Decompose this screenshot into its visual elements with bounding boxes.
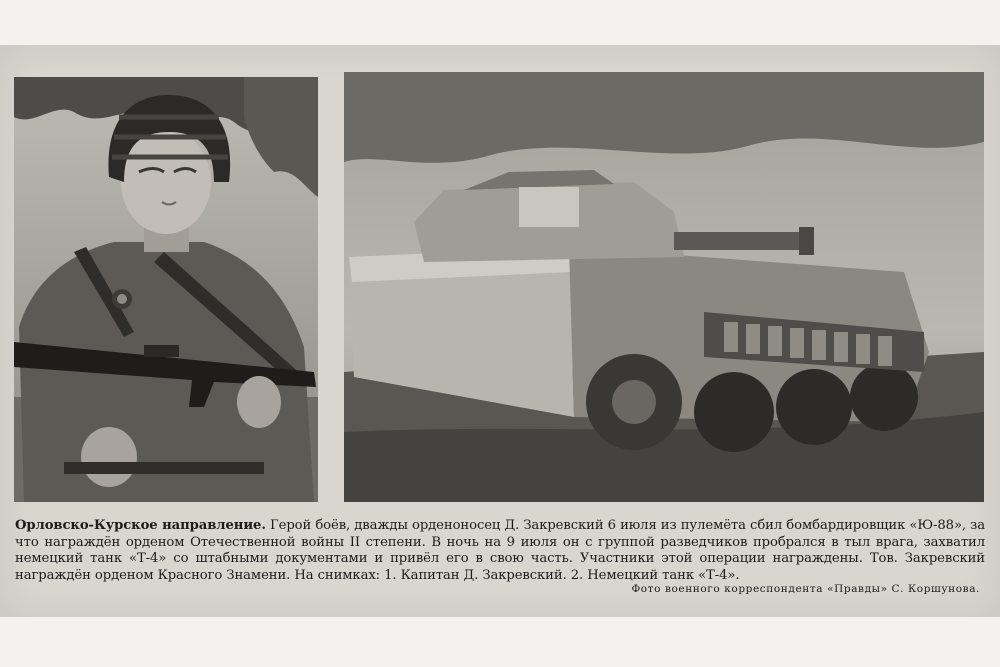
caption-heading: Орловско-Курское направление. — [15, 518, 266, 533]
tank-photo — [344, 72, 984, 502]
caption-body: Герой боёв, дважды орденоносец Д. Закревский 6 июля из пулемёта сбил бомбардировщик «Ю-88», за что награждён орденом Отечественной войны II степени. В ночь на 9 июля он с группой разведчиков пробрался в тыл врага, захватил немецкий танк «Т-4» со штабными документами и привёл его в свою часть. Участники этой операции награждены. Тов. Закревский награждён орденом Красного Знамени. На снимках: 1. Капитан Д. Закревский. 2. Немецкий танк «Т-4». — [15, 518, 986, 583]
photo-caption — [15, 518, 985, 584]
photo-credit: Фото военного корреспондента «Правды» С. Коршунова. — [631, 583, 980, 595]
soldier-photo — [14, 77, 318, 502]
